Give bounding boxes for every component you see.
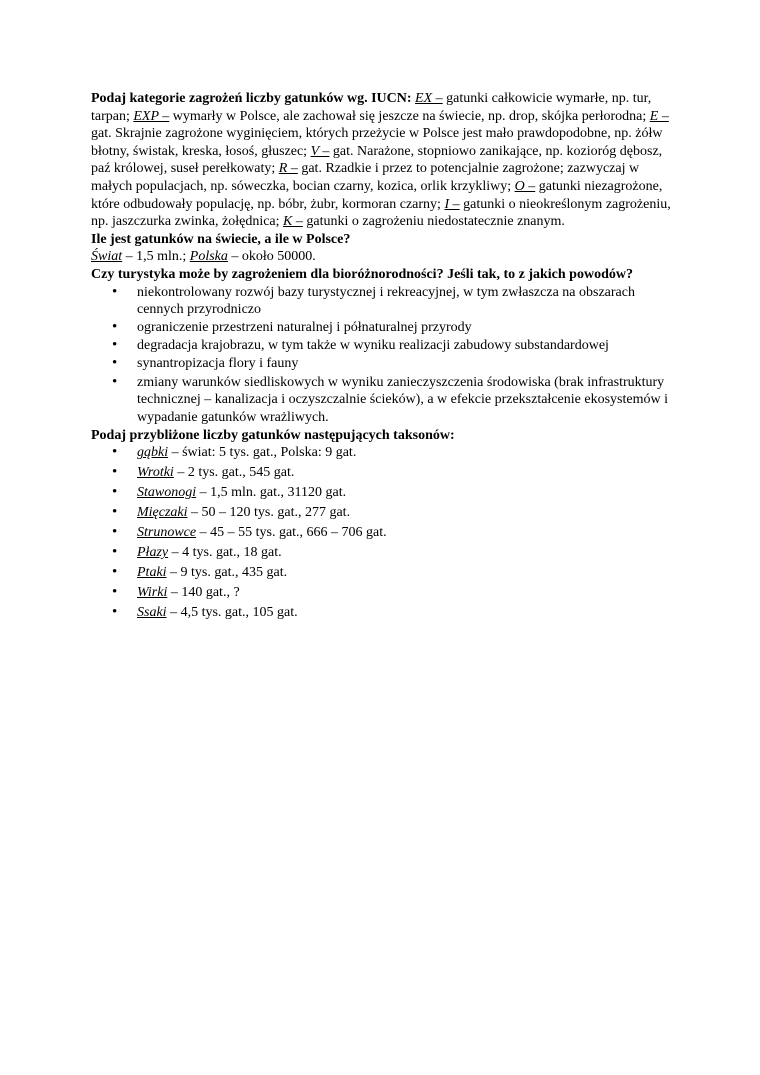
list-item: • degradacja krajobrazu, w tym także w wyniku realizacji zabudowy substandardowej <box>91 337 673 355</box>
iucn-category-code: V – <box>310 143 330 159</box>
taxa-list <box>91 444 673 622</box>
iucn-category-description: gat. Skrajnie zagrożone wyginięciem, których przeżycie w Polsce jest mało prawdopodobne, np. żółw błotny, świstak, kreska, łosoś, głuszec; <box>91 126 663 159</box>
iucn-category-code: EX – <box>415 91 443 106</box>
iucn-category-code: I – <box>444 196 460 212</box>
iucn-category-description: gat. Rzadkie i przez to potencjalnie zagrożone; zazwyczaj w małych populacjach, np. sóweczka, bocian czarny, kozica, orlik krzykliwy; <box>91 161 640 194</box>
iucn-category-description: gatunki całkowicie wymarłe, np. tur, tarpan; <box>91 91 652 124</box>
list-item <box>91 544 673 562</box>
taxon-count: – 50 – 120 tys. gat., 277 gat. <box>187 505 351 521</box>
iucn-category-code: O – <box>514 178 536 194</box>
list-item <box>91 604 673 622</box>
list-item <box>91 564 673 582</box>
taxon-count: – 4 tys. gat., 18 gat. <box>168 545 282 561</box>
taxon-count: – 4,5 tys. gat., 105 gat. <box>166 605 298 621</box>
taxon-count: – 45 – 55 tys. gat., 666 – 706 gat. <box>196 525 387 541</box>
iucn-categories-paragraph <box>91 90 673 231</box>
question-iucn-categories: Podaj kategorie zagrożeń liczby gatunków wg. IUCN: <box>91 91 412 106</box>
iucn-category-description: gatunki o zagrożeniu niedostatecznie znanym. <box>302 214 565 230</box>
species-count-answer <box>91 248 673 266</box>
world-value: – 1,5 mln.; <box>122 249 190 265</box>
world-label: Świat <box>91 249 123 265</box>
taxon-count: – świat: 5 tys. gat., Polska: 9 gat. <box>168 445 357 461</box>
taxon-name: Mięczaki <box>137 505 188 521</box>
list-item: • synantropizacja flory i fauny <box>91 355 673 373</box>
iucn-category-description: gatunki o nieokreślonym zagrożeniu, np. jaszczurka zwinka, żołędnica; <box>91 196 671 230</box>
poland-value: – około 50000. <box>227 249 316 265</box>
list-item: • ograniczenie przestrzeni naturalnej i półnaturalnej przyrody <box>91 319 673 337</box>
iucn-category-code: E – <box>649 108 669 124</box>
iucn-category-code: K – <box>283 214 303 230</box>
iucn-category-code: EXP – <box>133 108 170 124</box>
list-item <box>91 464 673 482</box>
tourism-threats-list <box>91 284 673 427</box>
tourism-question: Czy turystyka może by zagrożeniem dla bioróżnorodności? Jeśli tak, to z jakich powodów? <box>91 266 633 282</box>
list-item <box>91 524 673 542</box>
list-item: • niekontrolowany rozwój bazy turystycznej i rekreacyjnej, w tym zwłaszcza na obszarach cennych przyrodniczo <box>91 284 673 319</box>
taxon-count: – 9 tys. gat., 435 gat. <box>166 565 288 581</box>
taxon-name: Płazy <box>137 545 169 561</box>
taxa-question: Podaj przybliżone liczby gatunków następujących taksonów: <box>91 427 455 443</box>
list-item <box>91 504 673 522</box>
taxon-name: gąbki <box>137 445 169 461</box>
iucn-category-description: gat. Narażone, stopniowo zanikające, np. kozioróg dębosz, paź królowej, suseł perełkowaty; <box>91 143 663 177</box>
taxon-name: Strunowce <box>137 525 197 541</box>
taxon-name: Wirki <box>137 585 168 601</box>
document-body <box>91 90 673 624</box>
taxon-count: – 140 gat., ? <box>167 585 240 601</box>
list-item <box>91 584 673 602</box>
taxon-name: Ptaki <box>137 565 167 581</box>
taxon-name: Wrotki <box>137 465 174 481</box>
species-count-question: Ile jest gatunków na świecie, a ile w Polsce? <box>91 231 351 247</box>
poland-label: Polska <box>189 249 228 265</box>
list-item: • zmiany warunków siedliskowych w wyniku zanieczyszczenia środowiska (brak infrastruktury technicznej – kanalizacja i oczyszczalnie ścieków), a w efekcie przekształcenie ekosystemów i wypadanie gatunków wrażliwych. <box>91 374 673 427</box>
taxon-name: Ssaki <box>137 605 167 621</box>
iucn-category-description: gatunki niezagrożone, które odbudowały populację, np. bóbr, żubr, kormoran czarny; <box>91 178 663 212</box>
iucn-category-description: wymarły w Polsce, ale zachował się jeszcze na świecie, np. drop, skójka perłorodna; <box>169 108 650 124</box>
taxon-count: – 1,5 mln. gat., 31120 gat. <box>196 485 347 501</box>
list-item <box>91 444 673 462</box>
taxon-count: – 2 tys. gat., 545 gat. <box>173 465 295 481</box>
list-item <box>91 484 673 502</box>
iucn-category-code: R – <box>278 161 298 177</box>
taxon-name: Stawonogi <box>137 485 197 501</box>
